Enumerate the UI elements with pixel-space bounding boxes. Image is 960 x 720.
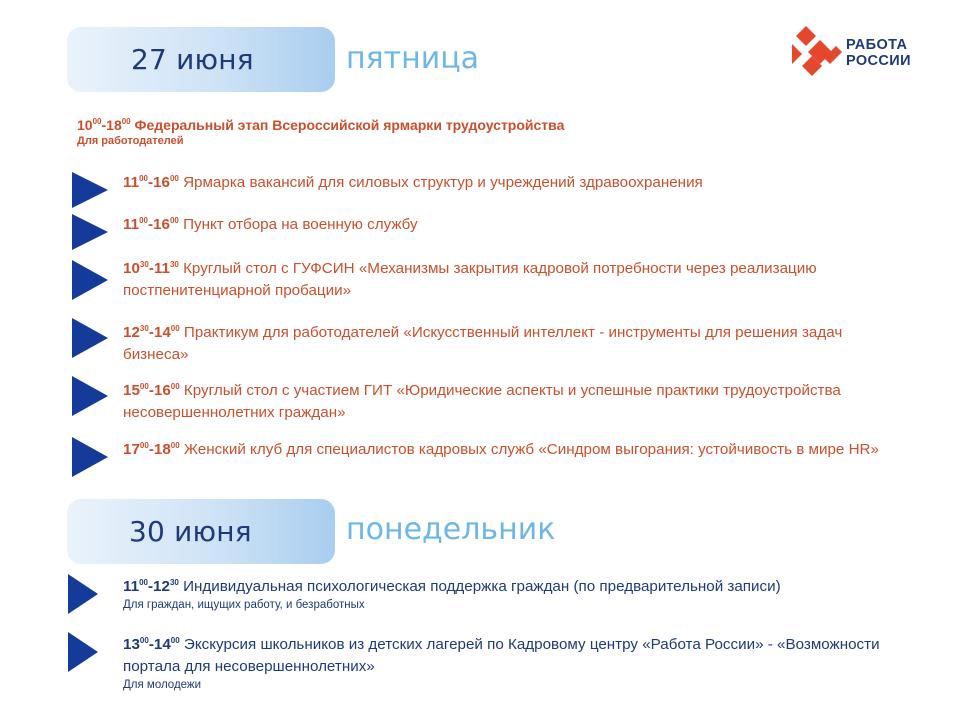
play-arrow-icon [72,172,108,208]
header-event-title: Федеральный этап Всероссийской ярмарки трудоустройства [134,117,565,133]
play-arrow-icon [68,632,98,672]
event-description: $11^{00}-16^{00}$ Ярмарка вакансий для силовых структур и учреждений здравоохранения [123,174,703,191]
play-arrow-icon [72,260,108,300]
event-description: $10^{30}-11^{30}$ Круглый стол с ГУФСИН «Механизмы закрытия кадровой потребности через реализацию постпенитенциарной пробации» [123,260,817,299]
logo-line2: РОССИИ [846,53,911,69]
logo-text [846,37,911,69]
logo-mark-icon [792,26,842,80]
weekday-label: пятница [346,41,480,76]
event-description: $11^{00}-16^{00}$ Пункт отбора на военную службу [123,216,418,233]
event-time: $13^{00}-14^{00}$ [123,636,180,653]
event-description: $15^{00}-16^{00}$ Круглый стол с участием ГИТ «Юридические аспекты и успешные практики трудоустройства несовершеннолетних граждан» [123,382,841,421]
weekday-label: понедельник [346,512,556,547]
event-time: $11^{00}-16^{00}$ [123,216,179,233]
play-arrow-icon [72,318,108,358]
event-time: $17^{00}-18^{00}$ [123,441,180,458]
event-time: $10^{30}-11^{30}$ [123,260,179,277]
play-arrow-icon [72,376,108,416]
header-event-subtitle: Для работодателей [77,135,184,147]
date-banner-day1 [67,27,335,92]
event-description: $11^{00}-12^{30}$ Индивидуальная психологическая поддержка граждан (по предварительной записи) [123,578,781,595]
header-event [77,117,564,147]
event-description: $12^{30}-14^{00}$ Практикум для работодателей «Искусственный интеллект - инструменты для решения задач бизнеса» [123,324,843,363]
event-audience: Для граждан, ищущих работу, и безработных [123,599,365,611]
event-description: $17^{00}-18^{00}$ Женский клуб для специалистов кадровых служб «Синдром выгорания: устойчивость в мире HR» [123,441,879,458]
play-arrow-icon [68,574,98,614]
date-label: 27 июня [131,43,254,76]
event-time: $11^{00}-12^{30}$ [123,578,179,595]
rabota-rossii-logo [792,26,927,80]
event-time: $10^{00}-18^{00}$ [77,117,131,133]
logo-line1: РАБОТА [846,37,908,53]
play-arrow-icon [72,437,108,477]
date-banner-day2 [67,499,335,564]
date-label: 30 июня [129,515,252,548]
event-description: $13^{00}-14^{00}$ Экскурсия школьников из детских лагерей по Кадровому центру «Работа России» - «Возможности портала для несовершеннолетних» [123,636,880,675]
event-time: $12^{30}-14^{00}$ [123,324,180,341]
event-time: $15^{00}-16^{00}$ [123,382,180,399]
event-audience: Для молодежи [123,679,202,691]
event-time: $11^{00}-16^{00}$ [123,174,179,191]
header-event-title-line [77,117,564,133]
play-arrow-icon [72,214,108,250]
